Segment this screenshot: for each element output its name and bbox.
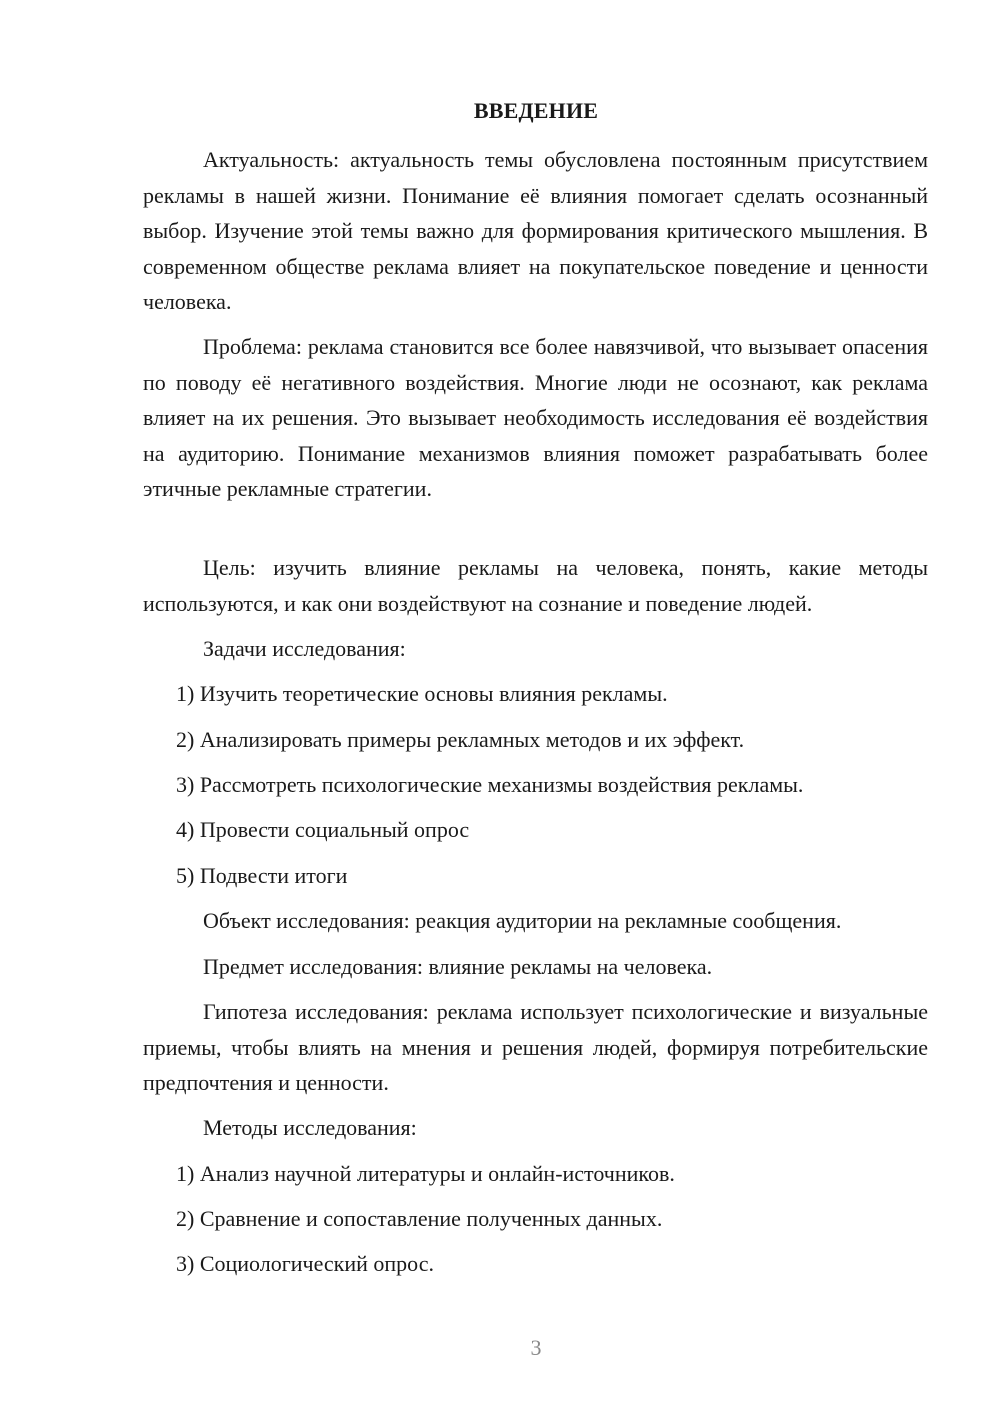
problem-paragraph: Проблема: реклама становится все более навязчивой, что вызывает опасения по поводу её негативного воздействия. Многие люди не осознают, как реклама влияет на их решения. Это вызывает необходимость исследования её воздействия на аудиторию. Понимание механизмов влияния поможет разрабатывать более этичные рекламные стратегии. — [143, 334, 928, 501]
goal-paragraph: Цель: изучить влияние рекламы на человека, понять, какие методы используются, и как они воздействуют на сознание и поведение людей. — [143, 555, 928, 616]
task-item-5: 5) Подвести итоги — [176, 863, 348, 888]
relevance-paragraph: Актуальность: актуальность темы обусловлена постоянным присутствием рекламы в нашей жизни. Понимание её влияния помогает сделать осознанный выбор. Изучение этой темы важно для формирования критического мышления. В современном обществе реклама влияет на покупательское поведение и ценности человека. — [143, 147, 928, 314]
page-title: ВВЕДЕНИЕ — [473, 98, 599, 123]
task-item-3: 3) Рассмотреть психологические механизмы воздействия рекламы. — [176, 772, 804, 797]
method-item-1: 1) Анализ научной литературы и онлайн-источников. — [176, 1161, 675, 1186]
tasks-heading: Задачи исследования: — [203, 636, 406, 661]
object-paragraph: Объект исследования: реакция аудитории на рекламные сообщения. — [203, 908, 842, 933]
page-number: 3 — [530, 1335, 542, 1360]
method-item-2: 2) Сравнение и сопоставление полученных данных. — [176, 1206, 663, 1231]
methods-heading: Методы исследования: — [203, 1115, 417, 1140]
task-item-1: 1) Изучить теоретические основы влияния рекламы. — [176, 681, 668, 706]
hypothesis-paragraph: Гипотеза исследования: реклама использует психологические и визуальные приемы, чтобы влиять на мнения и решения людей, формируя потребительские предпочтения и ценности. — [143, 999, 928, 1095]
subject-paragraph: Предмет исследования: влияние рекламы на человека. — [203, 954, 713, 979]
task-item-2: 2) Анализировать примеры рекламных методов и их эффект. — [176, 727, 745, 752]
task-item-4: 4) Провести социальный опрос — [176, 817, 470, 842]
method-item-3: 3) Социологический опрос. — [176, 1251, 434, 1276]
